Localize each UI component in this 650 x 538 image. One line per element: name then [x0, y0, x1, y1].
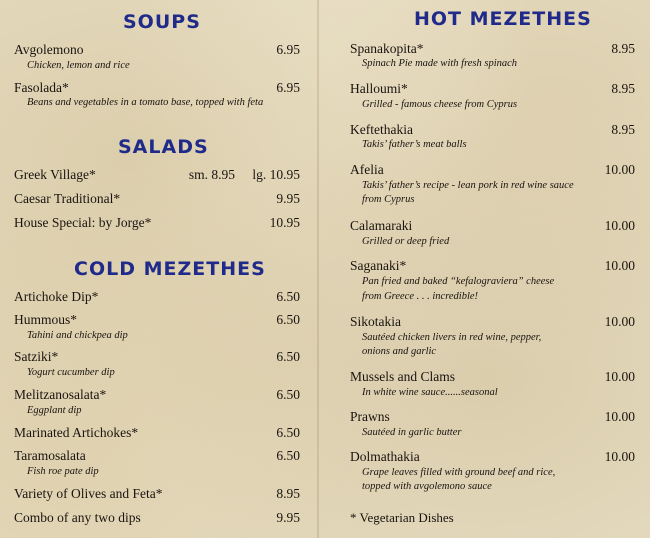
item-description: Eggplant dip — [27, 405, 82, 416]
item-price: 6.95 — [276, 80, 300, 95]
item-name: Prawns — [350, 409, 390, 424]
item-name: Fasolada* — [14, 80, 69, 95]
item-price: 10.95 — [269, 215, 300, 230]
item-description: Grilled or deep fried — [362, 236, 450, 247]
item-name: Dolmathakia — [350, 449, 420, 464]
item-price: 6.50 — [276, 387, 300, 402]
item-description: Tahini and chickpea dip — [27, 330, 128, 341]
item-price: 9.95 — [276, 510, 300, 525]
item-name: Marinated Artichokes* — [14, 425, 139, 440]
item-description: Chicken, lemon and rice — [27, 60, 130, 71]
item-description: In white wine sauce......seasonal — [362, 387, 498, 398]
item-name: Satziki* — [14, 349, 59, 364]
item-name: Calamaraki — [350, 218, 413, 233]
item-name: Melitzanosalata* — [14, 387, 107, 402]
item-price: 6.50 — [276, 349, 300, 364]
item-description-cont: onions and garlic — [362, 346, 437, 357]
item-price: 8.95 — [611, 81, 635, 96]
item-description: Takis’ father’s meat balls — [362, 139, 467, 150]
item-name: Hummous* — [14, 312, 78, 327]
item-description: Sautéed chicken livers in red wine, pepper, — [362, 332, 542, 343]
item-name: Combo of any two dips — [14, 510, 141, 525]
item-name: Taramosalata — [14, 448, 86, 463]
item-price: 10.00 — [604, 449, 635, 464]
vegetarian-note: * Vegetarian Dishes — [350, 510, 454, 525]
item-price: 8.95 — [611, 41, 635, 56]
item-price: 6.50 — [276, 425, 300, 440]
item-price: 10.00 — [604, 218, 635, 233]
item-name: Variety of Olives and Feta* — [14, 486, 163, 501]
item-name: Sikotakia — [350, 314, 401, 329]
item-name: Halloumi* — [350, 81, 408, 96]
item-description: Fish roe pate dip — [27, 466, 99, 477]
section-title-hot-mezethes: HOT MEZETHES — [414, 8, 592, 30]
item-description: Beans and vegetables in a tomato base, topped with feta — [27, 97, 264, 108]
item-description-cont: from Cyprus — [362, 194, 415, 205]
item-name: House Special: by Jorge* — [14, 215, 152, 230]
item-name: Avgolemono — [14, 42, 84, 57]
item-price-large: lg. 10.95 — [252, 167, 300, 182]
item-price: 9.95 — [276, 191, 300, 206]
item-name: Saganaki* — [350, 258, 407, 273]
item-price-small: sm. 8.95 — [188, 167, 235, 182]
item-price: 10.00 — [604, 258, 635, 273]
item-price: 10.00 — [604, 409, 635, 424]
item-price: 6.50 — [276, 312, 300, 327]
item-description: Takis’ father’s recipe - lean pork in red wine sauce — [362, 180, 574, 191]
item-name: Keftethakia — [350, 122, 413, 137]
item-name: Artichoke Dip* — [14, 289, 99, 304]
item-price: 8.95 — [276, 486, 300, 501]
section-title-salads: SALADS — [118, 136, 209, 158]
item-description: Grilled - famous cheese from Cyprus — [362, 99, 518, 110]
item-price: 6.50 — [276, 289, 300, 304]
item-description: Sautéed in garlic butter — [362, 427, 462, 438]
item-price: 10.00 — [604, 314, 635, 329]
item-name: Mussels and Clams — [350, 369, 456, 384]
item-description: Pan fried and baked “kefalograviera” cheese — [362, 276, 555, 287]
item-name: Afelia — [350, 162, 384, 177]
section-title-soups: SOUPS — [123, 11, 201, 33]
item-description: Spinach Pie made with fresh spinach — [362, 58, 518, 69]
item-description: Grape leaves filled with ground beef and rice, — [362, 467, 556, 478]
item-price: 10.00 — [604, 162, 635, 177]
item-price: 6.50 — [276, 448, 300, 463]
item-price: 8.95 — [611, 122, 635, 137]
item-description-cont: from Greece . . . incredible! — [362, 291, 479, 302]
item-name: Greek Village* — [14, 167, 96, 182]
column-divider — [317, 0, 319, 538]
item-price: 6.95 — [276, 42, 300, 57]
item-price: 10.00 — [604, 369, 635, 384]
section-title-cold-mezethes: COLD MEZETHES — [74, 258, 266, 280]
item-name: Caesar Traditional* — [14, 191, 121, 206]
item-description-cont: topped with avgolemono sauce — [362, 481, 492, 492]
item-name: Spanakopita* — [350, 41, 424, 56]
item-description: Yogurt cucumber dip — [27, 367, 115, 378]
